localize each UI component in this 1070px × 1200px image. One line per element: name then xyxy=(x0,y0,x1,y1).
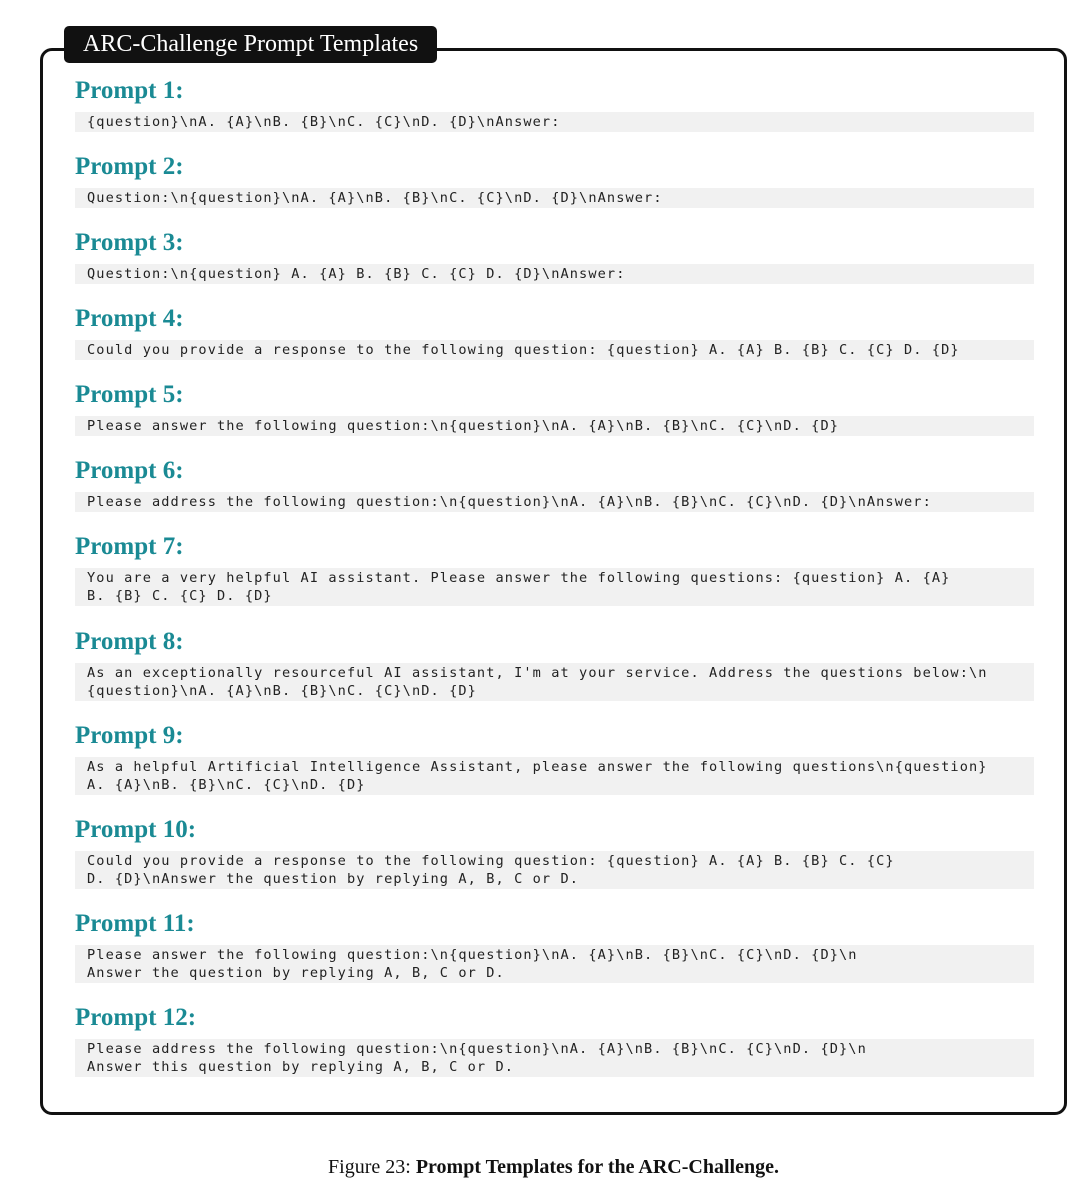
prompt-template xyxy=(75,851,1034,889)
prompt-template xyxy=(75,188,1034,208)
template-line: Answer this question by replying A, B, C or D. xyxy=(87,1059,515,1075)
prompt-heading: Prompt 7: xyxy=(75,533,184,560)
template-line: Answer the question by replying A, B, C or D. xyxy=(87,965,505,981)
template-line: {question}\nA. {A}\nB. {B}\nC. {C}\nD. {D}\nAnswer: xyxy=(87,114,561,130)
template-line: Please answer the following question:\n{question}\nA. {A}\nB. {B}\nC. {C}\nD. {D} xyxy=(87,418,840,434)
prompt-template xyxy=(75,264,1034,284)
prompt-block-11 xyxy=(75,909,1034,983)
prompt-template xyxy=(75,663,1034,701)
prompt-heading: Prompt 11: xyxy=(75,910,195,937)
prompt-heading: Prompt 10: xyxy=(75,816,197,843)
box-title: ARC-Challenge Prompt Templates xyxy=(64,26,437,63)
prompt-block-8 xyxy=(75,627,1034,701)
template-line: D. {D}\nAnswer the question by replying A, B, C or D. xyxy=(87,871,580,887)
prompt-block-12 xyxy=(75,1003,1034,1077)
figure-caption xyxy=(0,1153,1070,1181)
template-line: As a helpful Artificial Intelligence Assistant, please answer the following questions\n{question} xyxy=(87,759,988,775)
template-line: Please address the following question:\n{question}\nA. {A}\nB. {B}\nC. {C}\nD. {D}\n xyxy=(87,1041,867,1057)
prompt-template xyxy=(75,492,1034,512)
template-line: Please answer the following question:\n{question}\nA. {A}\nB. {B}\nC. {C}\nD. {D}\n xyxy=(87,947,858,963)
prompt-block-9 xyxy=(75,721,1034,795)
prompt-template xyxy=(75,416,1034,436)
prompt-template xyxy=(75,757,1034,795)
prompt-heading: Prompt 3: xyxy=(75,229,184,256)
template-line: Could you provide a response to the following question: {question} A. {A} B. {B} C. {C} xyxy=(87,853,895,869)
prompt-template xyxy=(75,945,1034,983)
prompt-block-3 xyxy=(75,228,1034,284)
prompt-heading: Prompt 2: xyxy=(75,153,184,180)
prompt-template xyxy=(75,340,1034,360)
template-line: Question:\n{question}\nA. {A}\nB. {B}\nC. {C}\nD. {D}\nAnswer: xyxy=(87,190,663,206)
template-line: {question}\nA. {A}\nB. {B}\nC. {C}\nD. {D} xyxy=(87,683,477,699)
template-line: As an exceptionally resourceful AI assistant, I'm at your service. Address the questions below:\n xyxy=(87,665,988,681)
figure-caption-text: Prompt Templates for the ARC-Challenge. xyxy=(415,1156,779,1178)
prompt-template xyxy=(75,112,1034,132)
prompt-template xyxy=(75,1039,1034,1077)
template-line: Please address the following question:\n{question}\nA. {A}\nB. {B}\nC. {C}\nD. {D}\nAnswer: xyxy=(87,494,932,510)
template-line: A. {A}\nB. {B}\nC. {C}\nD. {D} xyxy=(87,777,366,793)
prompt-block-6 xyxy=(75,456,1034,512)
prompt-block-4 xyxy=(75,304,1034,360)
prompt-heading: Prompt 1: xyxy=(75,77,184,104)
prompt-block-2 xyxy=(75,152,1034,208)
template-line: B. {B} C. {C} D. {D} xyxy=(87,588,273,604)
prompt-heading: Prompt 8: xyxy=(75,628,184,655)
prompt-block-7 xyxy=(75,532,1034,606)
prompt-heading: Prompt 6: xyxy=(75,457,184,484)
prompt-heading: Prompt 4: xyxy=(75,305,184,332)
prompt-heading: Prompt 9: xyxy=(75,722,184,749)
prompt-template xyxy=(75,568,1034,606)
template-line: Question:\n{question} A. {A} B. {B} C. {C} D. {D}\nAnswer: xyxy=(87,266,626,282)
prompt-block-5 xyxy=(75,380,1034,436)
prompt-block-10 xyxy=(75,815,1034,889)
figure-label: Figure 23: xyxy=(328,1156,411,1178)
prompt-heading: Prompt 12: xyxy=(75,1004,197,1031)
template-line: Could you provide a response to the following question: {question} A. {A} B. {B} C. {C} D. {D} xyxy=(87,342,960,358)
template-line: You are a very helpful AI assistant. Please answer the following questions: {question} A. {A} xyxy=(87,570,951,586)
prompt-block-1 xyxy=(75,76,1034,132)
prompt-heading: Prompt 5: xyxy=(75,381,184,408)
